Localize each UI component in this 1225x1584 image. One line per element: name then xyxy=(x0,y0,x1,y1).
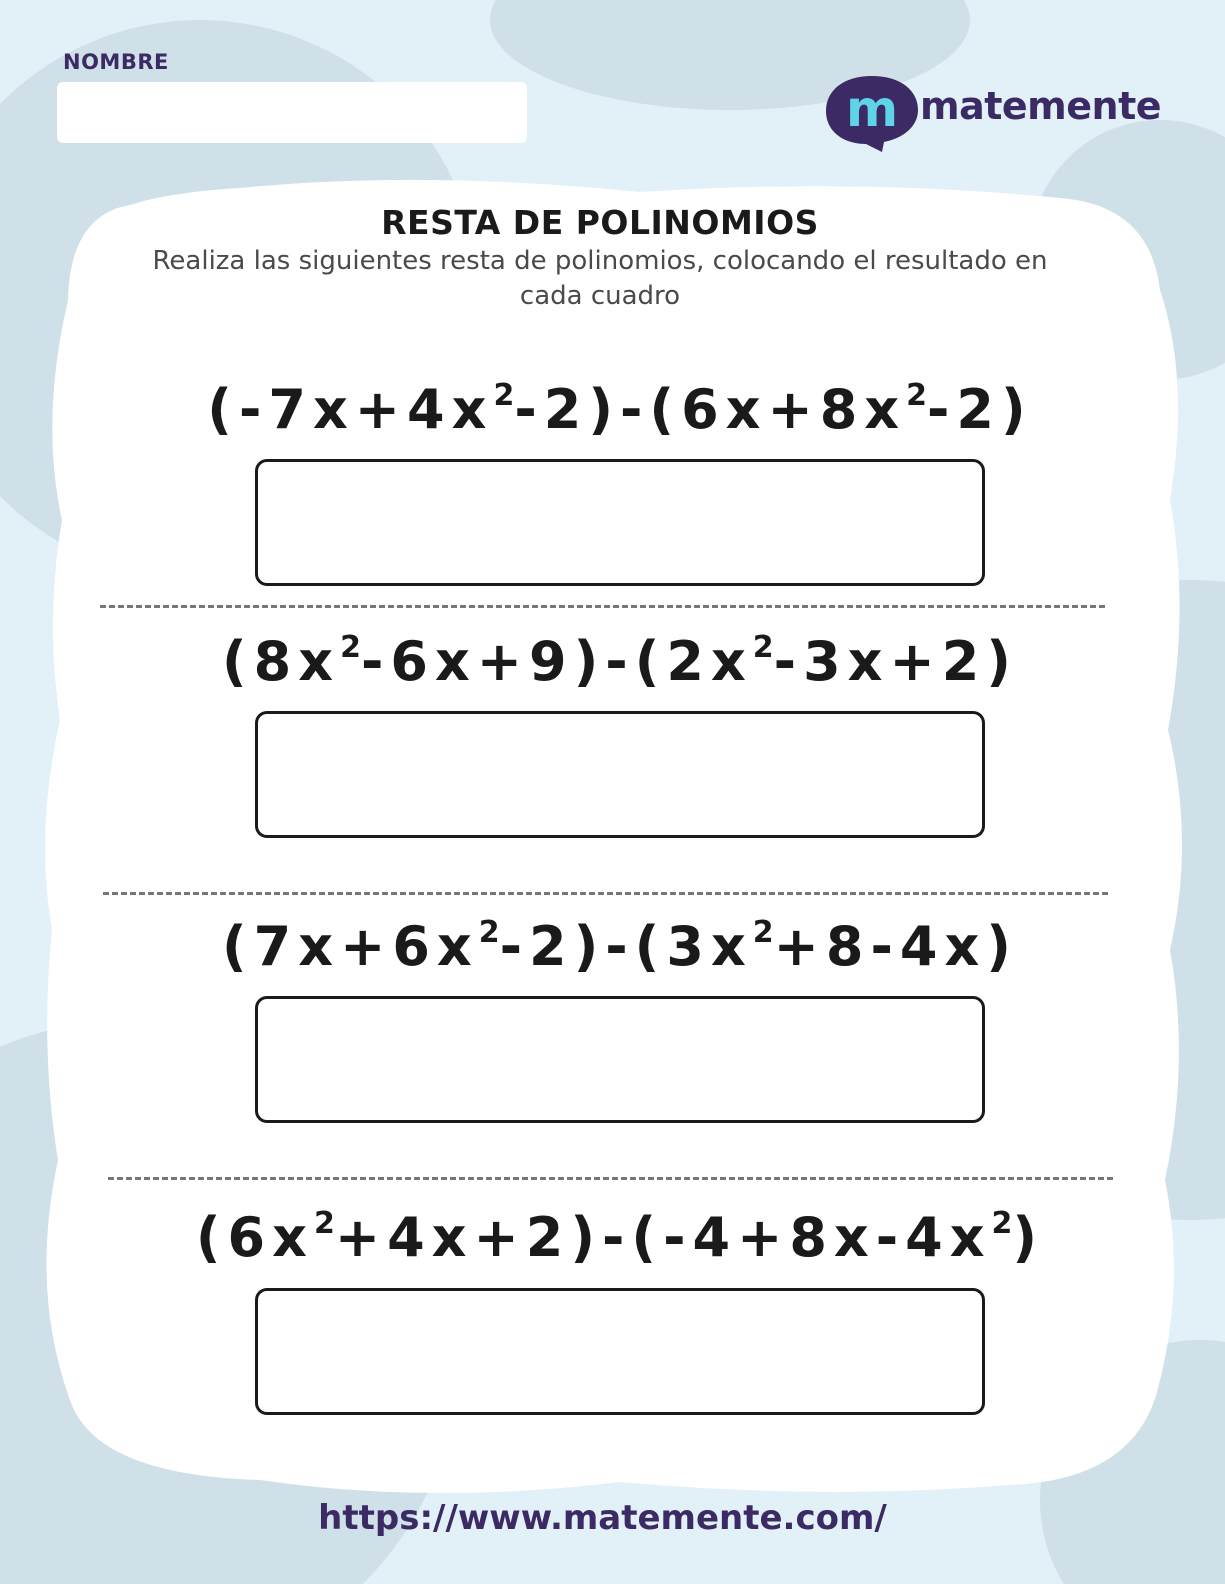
exercise-expression-3: $(7x+6x^2-2)-(3x^2+8-4x)$ xyxy=(222,915,1018,978)
speech-bubble-m-icon xyxy=(826,74,918,154)
name-field[interactable] xyxy=(57,82,527,143)
exercise-expression-4: $(6x^2+4x+2)-(-4+8x-4x^2)$ xyxy=(195,1206,1045,1269)
answer-box-1[interactable] xyxy=(255,459,985,586)
answer-box-2[interactable] xyxy=(255,711,985,838)
worksheet-instructions: Realiza las siguientes resta de polinomios, colocando el resultado en cada cuadro xyxy=(152,246,1048,311)
dashed-divider xyxy=(100,605,1105,608)
footer-url-link[interactable]: https://www.matemente.com/ xyxy=(318,1498,887,1538)
worksheet-title: RESTA DE POLINOMIOS xyxy=(381,203,819,242)
exercise-expression-2: $(8x^2-6x+9)-(2x^2-3x+2)$ xyxy=(222,630,1018,693)
dashed-divider xyxy=(108,1177,1113,1180)
exercise-expression-1: $(-7x+4x^2-2)-(6x+8x^2-2)$ xyxy=(207,378,1033,441)
logo-text: matemente xyxy=(920,84,1162,128)
name-label: NOMBRE xyxy=(63,50,169,74)
dashed-divider xyxy=(103,892,1108,895)
brand-logo xyxy=(826,74,1162,154)
answer-box-4[interactable] xyxy=(255,1288,985,1415)
logo-letter: m xyxy=(845,80,899,138)
answer-box-3[interactable] xyxy=(255,996,985,1123)
